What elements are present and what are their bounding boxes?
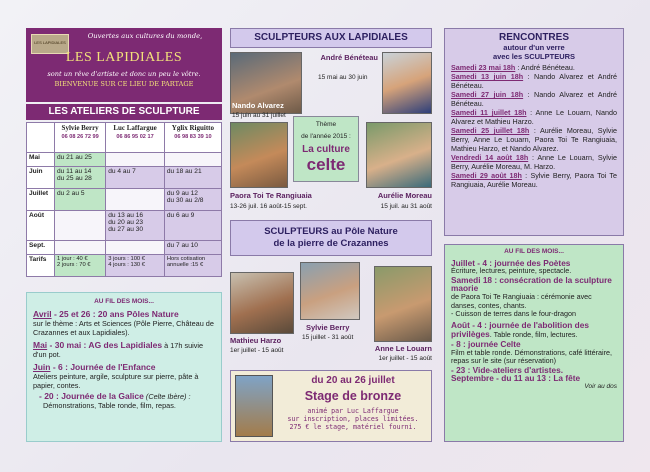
rencontre-item bbox=[451, 90, 617, 108]
aout4-text: . Table ronde, film, lectures. bbox=[489, 330, 578, 340]
pole-line2: de la pierre de Crazannes bbox=[273, 238, 389, 249]
rencontre-item bbox=[451, 126, 617, 153]
mai-text: à 17h suivie d'un pot. bbox=[33, 341, 204, 359]
sylvie-dates: 15 juillet - 31 août bbox=[302, 334, 354, 341]
table-cell: 1 jour : 40 € 2 jours : 70 € bbox=[55, 255, 106, 277]
table-row bbox=[27, 255, 222, 277]
table-row bbox=[27, 211, 222, 241]
fil1-caption: AU FIL DES MOIS... bbox=[94, 298, 154, 305]
bronze-photo bbox=[235, 375, 273, 437]
header-line4: BIENVENUE SUR CE LIEU DE PARTAGE bbox=[54, 80, 194, 88]
table-cell: du 4 au 7 bbox=[106, 167, 165, 189]
rencontre-text: : Nando Alvarez et André Bénéteau. bbox=[451, 90, 617, 108]
rencontre-date: Samedi 23 mai 18h bbox=[451, 63, 516, 72]
ateliers-title: LES ATELIERS DE SCULPTURE bbox=[26, 104, 222, 120]
row-month: Mai bbox=[27, 153, 55, 167]
au-fil-des-mois-left bbox=[26, 292, 222, 442]
sylvie-caption: Sylvie Berry bbox=[306, 323, 350, 332]
anne-photo bbox=[374, 266, 432, 342]
nando-dates: 15 juin au 31 juillet bbox=[232, 112, 286, 119]
stage-l3: 275 € le stage, matériel fourni. bbox=[289, 423, 417, 431]
stage-dates: du 20 au 26 juillet bbox=[311, 375, 395, 386]
header-line3: sont un rêve d'artiste et donc un peu le vôtre. bbox=[47, 70, 201, 78]
anne-caption: Anne Le Louarn bbox=[374, 344, 432, 353]
avril-head: - 25 et 26 : 20 ans Pôles Nature bbox=[51, 309, 179, 319]
andre-photo bbox=[382, 52, 432, 114]
rencontre-item bbox=[451, 171, 617, 189]
juillet4-text: Écriture, lectures, peinture, spectacle. bbox=[451, 266, 572, 276]
aout8-head: - 8 : journée Celte bbox=[451, 338, 521, 349]
andre-caption: André Bénéteau bbox=[320, 53, 378, 62]
table-cell: du 13 au 16 du 20 au 23 du 27 au 30 bbox=[106, 211, 165, 241]
mathieu-photo bbox=[230, 272, 294, 334]
rencontre-text: : André Bénéteau. bbox=[515, 63, 575, 72]
samedi18-text: de Paora Toi Te Rangiuaia : cérémonie avec danses, contes, chants. bbox=[451, 291, 592, 310]
table-cell bbox=[55, 241, 106, 255]
rencontres-title: RENCONTRES bbox=[498, 32, 569, 43]
lapidiales-logo: LES LAPIDIALES bbox=[31, 34, 69, 54]
header-line1: Ouvertes aux cultures du monde, bbox=[87, 32, 203, 40]
ateliers-table bbox=[26, 122, 222, 277]
rencontres-sub2: avec les SCULPTEURS bbox=[492, 52, 576, 61]
col-yglix: Yglix Riguitto 06 98 83 39 10 bbox=[164, 123, 221, 153]
aout4-head: Août - 4 : journée de l'abolition des privilèges bbox=[451, 319, 589, 340]
paora-caption: Paora Toi Te Rangiuaia bbox=[230, 191, 312, 200]
table-cell bbox=[106, 189, 165, 211]
galice-head: - 20 : Journée de la Galice bbox=[39, 391, 144, 401]
table-cell: Hors cotisation annuelle :15 € bbox=[164, 255, 221, 277]
row-month: Sept. bbox=[27, 241, 55, 255]
juin-head: - 6 : Journée de l'Enfance bbox=[50, 362, 156, 372]
mai-date: Mai bbox=[33, 340, 48, 350]
samedi18-text2: - Cuisson de terres dans le four-dragon bbox=[451, 309, 577, 319]
stage-details bbox=[279, 407, 427, 431]
rencontre-date: Samedi 27 juin 18h bbox=[451, 90, 524, 99]
rencontre-text: : Nando Alvarez et André Bénéteau. bbox=[451, 72, 617, 90]
table-cell bbox=[106, 153, 165, 167]
rencontre-text: : Anne Le Louarn, Sylvie Berry, Aurélie Moreau, M. Harzo. bbox=[451, 153, 617, 171]
paora-photo bbox=[230, 122, 288, 188]
galice-note: (Celte Ibère) : bbox=[143, 392, 191, 401]
rencontre-item bbox=[451, 108, 617, 126]
table-cell bbox=[55, 211, 106, 241]
table-corner bbox=[27, 123, 55, 153]
table-cell: du 18 au 21 bbox=[164, 167, 221, 189]
rencontre-text: : Aurélie Moreau, Sylvie Berry, Anne Le Louarn, Paora Toi Te Rangiuaia, Mathieu Harzo, et Nando Alvarez. bbox=[451, 126, 617, 153]
rencontre-text: : Sylvie Berry, Paora Toi Te Rangiuaia, Aurélie Moreau. bbox=[451, 171, 618, 189]
table-header-row bbox=[27, 123, 222, 153]
stage-title: Stage de bronze bbox=[304, 389, 402, 403]
aurelie-photo bbox=[366, 122, 432, 188]
theme-l3: La culture bbox=[302, 144, 350, 155]
table-cell: du 6 au 9 bbox=[164, 211, 221, 241]
sylvie-photo bbox=[300, 262, 360, 320]
table-cell: du 21 au 25 bbox=[55, 153, 106, 167]
table-cell bbox=[106, 241, 165, 255]
rencontre-item bbox=[451, 153, 617, 171]
stage-l2: sur inscription, places limitées. bbox=[287, 415, 419, 423]
theme-l1: Thème bbox=[315, 121, 337, 128]
septembre-fete: Septembre - du 11 au 13 : La fête bbox=[451, 373, 581, 384]
sculpteurs-title: SCULPTEURS AUX LAPIDIALES bbox=[230, 28, 432, 48]
juin-text: Ateliers peinture, argile, sculpture sur pierre, pâte à papier, contes. bbox=[33, 372, 199, 390]
voir-au-dos: Voir au dos bbox=[584, 382, 617, 390]
theme-box bbox=[293, 116, 359, 182]
theme-l4: celte bbox=[306, 155, 346, 174]
rencontre-item bbox=[451, 63, 617, 72]
stage-bronze-box bbox=[230, 370, 432, 442]
row-month: Juin bbox=[27, 167, 55, 189]
fil2-caption: AU FIL DES MOIS... bbox=[504, 248, 564, 255]
rencontre-date: Samedi 29 août 18h bbox=[451, 171, 522, 180]
juillet4-head: Juillet - 4 : journée des Poètes bbox=[451, 257, 571, 268]
col-luc: Luc Laffargue 06 86 95 02 17 bbox=[106, 123, 165, 153]
juin-date: Juin bbox=[33, 362, 51, 372]
theme-l2: de l'année 2015 : bbox=[301, 132, 351, 140]
rencontre-date: Samedi 25 juillet 18h bbox=[451, 126, 530, 135]
col-sylvie: Sylvie Berry 06 08 26 72 99 bbox=[55, 123, 106, 153]
mathieu-dates: 1er juillet - 15 août bbox=[230, 347, 284, 354]
table-row bbox=[27, 167, 222, 189]
avril-date: Avril bbox=[33, 309, 52, 319]
aout8-text: Film et table ronde. Démonstrations, café littéraire, repas sur le site (sur réservation) bbox=[451, 347, 612, 366]
table-cell: 3 jours : 100 € 4 jours : 130 € bbox=[106, 255, 165, 277]
paora-dates: 13-26 juil. 16 août-15 sept. bbox=[230, 203, 307, 210]
mathieu-caption: Mathieu Harzo bbox=[230, 336, 282, 345]
table-cell: du 9 au 12 du 30 au 2/8 bbox=[164, 189, 221, 211]
rencontre-date: Vendredi 14 août 18h bbox=[451, 153, 529, 162]
header-title: LES LAPIDIALES bbox=[65, 50, 183, 65]
rencontres-list bbox=[451, 63, 617, 189]
au-fil-des-mois-right bbox=[444, 244, 624, 442]
stage-l1: animé par Luc Laffargue bbox=[307, 407, 399, 415]
rencontres-sub1: autour d'un verre bbox=[503, 43, 565, 52]
row-month: Tarifs bbox=[27, 255, 55, 277]
avril-text: sur le thème : Arts et Sciences (Pôle Pierre, Château de Crazannes et aux Lapidiales). bbox=[33, 319, 214, 337]
nando-caption: Nando Alvarez bbox=[232, 101, 284, 110]
rencontre-date: Samedi 13 juin 18h bbox=[451, 72, 524, 81]
andre-dates: 15 mai au 30 juin bbox=[318, 74, 368, 81]
rencontres-box bbox=[444, 28, 624, 236]
pole-nature-title bbox=[230, 220, 432, 256]
rencontre-item bbox=[451, 72, 617, 90]
table-row bbox=[27, 153, 222, 167]
anne-dates: 1er juillet - 15 août bbox=[378, 355, 432, 362]
row-month: Août bbox=[27, 211, 55, 241]
aout23: - 23 : Vide-ateliers d'artistes. bbox=[451, 364, 564, 375]
pole-line1: SCULPTEURS au Pôle Nature bbox=[264, 226, 398, 237]
aurelie-caption: Aurélie Moreau bbox=[377, 191, 432, 200]
row-month: Juillet bbox=[27, 189, 55, 211]
samedi18-head: Samedi 18 : consécration de la sculpture maorie bbox=[451, 274, 612, 294]
table-cell: du 2 au 5 bbox=[55, 189, 106, 211]
header-banner bbox=[26, 28, 222, 102]
galice-text: Démonstrations, Table ronde, film, repas. bbox=[43, 401, 176, 410]
rencontre-date: Samedi 11 juillet 18h bbox=[451, 108, 527, 117]
table-cell: du 7 au 10 bbox=[164, 241, 221, 255]
table-cell: du 11 au 14 du 25 au 28 bbox=[55, 167, 106, 189]
aurelie-dates: 15 juil. au 31 août bbox=[380, 203, 432, 210]
rencontre-text: : Anne Le Louarn, Nando Alvarez et Mathieu Harzo. bbox=[451, 108, 617, 126]
table-cell bbox=[164, 153, 221, 167]
table-row bbox=[27, 189, 222, 211]
table-row bbox=[27, 241, 222, 255]
mai-head: - 30 mai : AG des Lapidiales bbox=[47, 340, 163, 350]
